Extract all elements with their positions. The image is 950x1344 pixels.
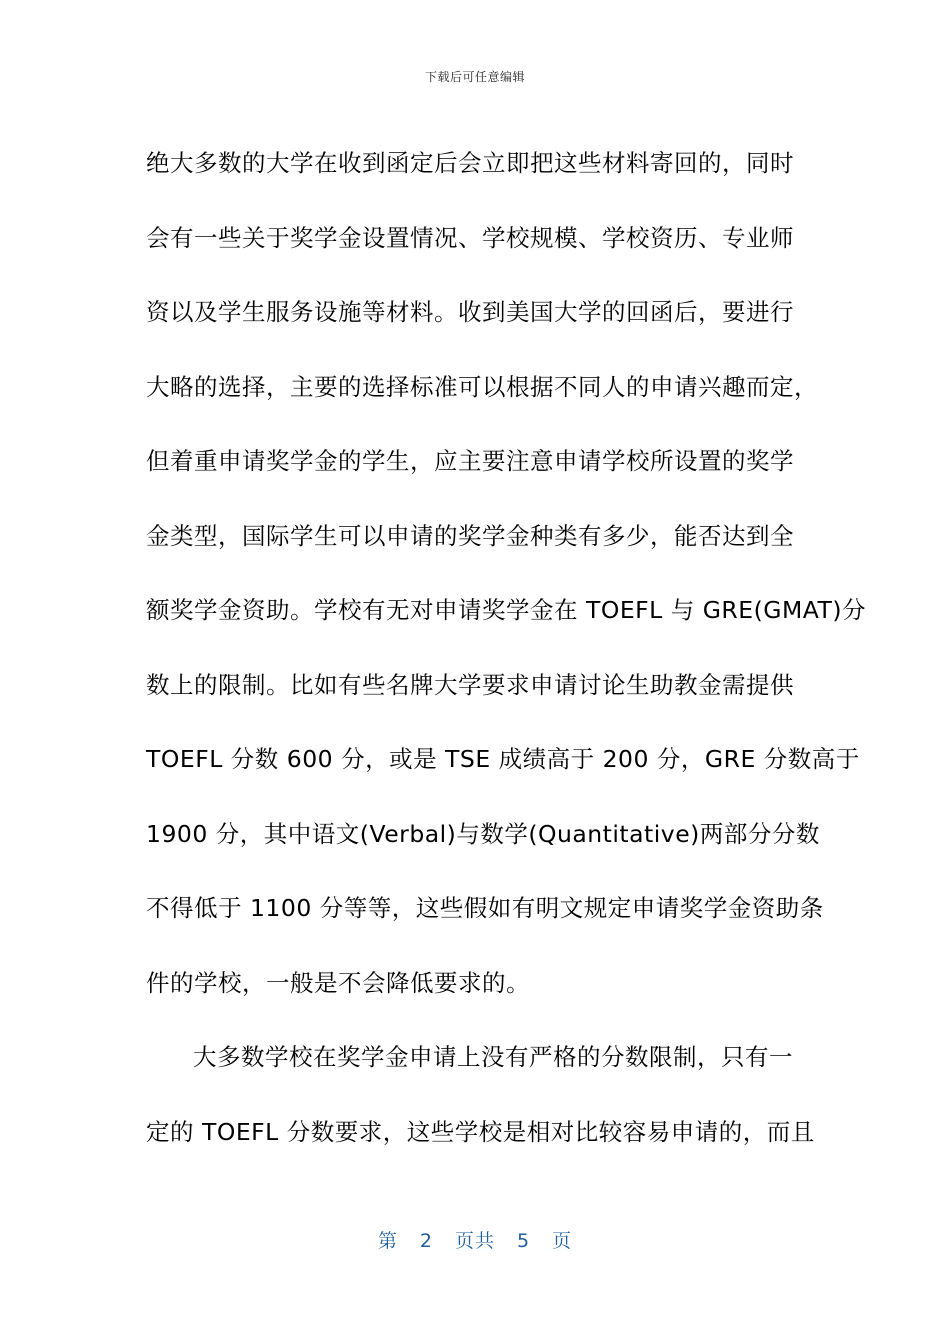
paragraph-line: 绝大多数的大学在收到函定后会立即把这些材料寄回的，同时: [146, 149, 794, 177]
paragraph-line: 定的 TOEFL 分数要求，这些学校是相对比较容易申请的，而且: [146, 1117, 815, 1146]
header-note: 下载后可任意编辑: [424, 70, 525, 84]
paragraph-line: 不得低于 1100 分等等，这些假如有明文规定申请奖学金资助条: [146, 894, 824, 922]
paragraph-line: 件的学校，一般是不会降低要求的。: [146, 968, 530, 997]
paragraph-line: TOEFL 分数 600 分，或是 TSE 成绩高于 200 分，GRE 分数高于: [146, 745, 860, 773]
document-body: [146, 126, 867, 1169]
paragraph-line: 数上的限制。比如有些名牌大学要求申请讨论生助教金需提供: [146, 670, 794, 699]
paragraph-line: 资以及学生服务设施等材料。收到美国大学的回函后，要进行: [146, 298, 794, 326]
footer-prefix: 第: [377, 1230, 398, 1252]
paragraph-line: 但着重申请奖学金的学生，应主要注意申请学校所设置的奖学: [146, 447, 794, 475]
current-page-number: 2: [419, 1230, 433, 1252]
paragraph-line: 1900 分，其中语文(Verbal)与数学(Quantitative)两部分分数: [146, 819, 820, 848]
page-footer: [0, 1226, 950, 1253]
paragraph-line: 金类型，国际学生可以申请的奖学金种类有多少，能否达到全: [146, 521, 794, 550]
total-pages-number: 5: [517, 1230, 531, 1252]
footer-suffix: 页: [552, 1230, 573, 1252]
paragraph-line: 大略的选择，主要的选择标准可以根据不同人的申请兴趣而定，: [146, 372, 818, 401]
paragraph-line: 额奖学金资助。学校有无对申请奖学金在 TOEFL 与 GRE(GMAT)分: [146, 596, 867, 624]
paragraph-line: 会有一些关于奖学金设置情况、学校规模、学校资历、专业师: [146, 223, 794, 252]
footer-middle: 页共: [454, 1230, 495, 1252]
paragraph-line: 大多数学校在奖学金申请上没有严格的分数限制，只有一: [193, 1043, 793, 1071]
